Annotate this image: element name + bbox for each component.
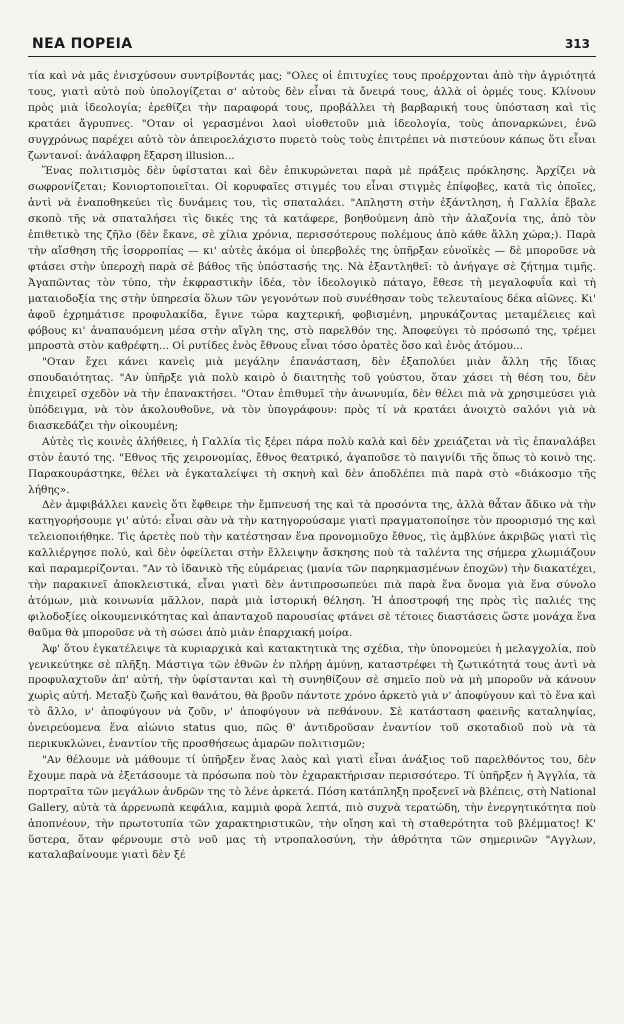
paragraph: "Αν θέλουμε νὰ μάθουμε τί ὑπῆρξεν ἕνας λαὸς καὶ γιατὶ εἶναι ἀνάξιος τοῦ παρελθόντος του, δὲν ἔχουμε παρὰ νὰ ἐξετάσουμε τὰ πρόσωπα ποὺ τὸν ἐχαρακτήρισαν περισσότερο. Τί ὑπῆρξεν ἡ Ἀγγλία, τὰ πορτραῖτα τῶν μεγάλων ἀνδρῶν της τὸ λένε ἀρκετά. Πόση κατάπληξη προξενεῖ νὰ βλέπεις, στὴ National Gallery, αὐτὰ τὰ ἀρρενωπὰ κεφάλια, καμμιὰ φορὰ λεπτά, πιὸ συχνὰ τερατώδη, τὴν ἐνεργητικότητα ποὺ ἀποπνέουν, τὴν πρωτοτυπία τῶν χαρακτηριστικῶν, τὴν οἴηση καὶ τὴ σταθερότητα τοῦ βλέμματος! Κ' ὕστερα, ὅταν φέρνουμε στὸ νοῦ μας τὴ ντροπαλοσύνη, τὴν ἀθρότητα τῶν σημερινῶν "Αγγλων, καταλαβαίνουμε γιατὶ δὲν ξέ [28,753,596,862]
article-body [28,69,596,864]
paragraph: Δὲν ἀμφιβάλλει κανεὶς ὅτι ἔφθειρε τὴν ἔμπνευσή της καὶ τὰ προσόντα της, ἀλλὰ θἆταν ἄδικο νὰ τὴν κατηγορήσουμε γι' αὐτό: εἶναι σὰν νὰ τὴν κατηγορούσαμε γιατὶ πραγματοποίησε τὸν προορισμό της καὶ τελειοποιήθηκε. Τὶς ἀρετὲς ποὺ τὴν κατέστησαν ἕνα προνομιοῦχο ἔθνος, τὶς ἀμβλύνε ἀκριβῶς γιατὶ τὶς καλλιέργησε πολύ, καὶ δὲν ὀφείλεται στὴν ἔλλειψην ἄσκησης ποὺ τὰ ταλέντα της σήμερα χλωμιάζουν καὶ παραμερίζονται. "Αν τὸ ἰδανικὸ τῆς εὐμάρειας (μανία τῶν παρηκμασμένων ἐποχῶν) τὴν διακατέχει, τὴν παρακινεῖ ἀποκλειστικά, εἶναι γιατὶ δὲν ἀντιπροσωπεύει πιὰ παρὰ ἕνα ὄνομα γιὰ ἕνα σύνολο ἀτόμων, μιὰ κοινωνία μᾶλλον, παρὰ μιὰ ἱστορική θέληση. Ἡ ἀποστροφή της πρὸς τὶς παλιές της φιλοδοξίες οἰκουμενικότητας καὶ ἀπανταχοῦ παρουσίας φτάνει σὲ τέτοιες διαστάσεις ὥστε μονάχα ἕνα θαῦμα θὰ μποροῦσε νὰ τὴ σώσει ἀπὸ μιὰν ἐπαρχιακή μοίρα. [28,499,596,639]
paragraph: "Οταν ἔχει κάνει κανεὶς μιὰ μεγάλην ἐπανάσταση, δὲν ἐξαπολύει μιὰν ἄλλη τῆς ἴδιας σπουδαιότητας. "Αν ὑπῆρξε γιὰ πολὺ καιρὸ ὁ διαιτητὴς τοῦ γούστου, ὅταν χάσει τὴ θέση του, δὲν ἐπιχειρεῖ σχεδὸν νὰ τὴν ἐπανακτήσει. "Οταν ἐπιθυμεῖ τὴν ἀνωνυμία, δὲν θέλει πιὰ νὰ χρησιμεύσει γιὰ ὑπόδειγμα, νὰ τὸν ἀκολουθοῦνε, νὰ τὸν ὑπογράφουν: πρὸς τί νὰ κρατάει ἀνοιχτὸ σαλόνι γιὰ νὰ διασκεδάζει τὴν οἰκουμένη; [28,356,596,432]
running-header [28,36,596,57]
page-number: 313 [564,37,590,51]
paragraph: τία καὶ νὰ μᾶς ἐνισχύσουν συντρίβοντάς μας; "Ολες οἱ ἐπιτυχίες τους προέρχονται ἀπὸ τὴν ἀγριότητά τους, γιατὶ αὐτὸ ποὺ ὑπολογίζεται σ' αὐτοὺς δὲν εἶναι τὰ ὄνειρά τους, ἀλλὰ οἱ ὁρμές τους. Κλίνουν πρὸς μιὰ ἰδεολογία; ἐρεθίζει τὴν παραφορά τους, προβάλλει τὴ βαρβαρική τους ὑπόσταση καὶ τὶς κρατάει ἄγρυπνες. "Οταν οἱ γερασμένοι λαοὶ υἱοθετοῦν μιὰ ἰδεολογία, τοὺς ἀποναρκώνει, ἐνῶ συγχρόνως παρέχει αὐτὸ τὸν ἀπειροελάχιστο πυρετὸ τοὺς τοὺς ἐπιτρέπει νὰ πιστεύουν κάπως ὅτι εἶναι ζωντανοί: ἀνάλαφρη ἔξαρση illusion... [28,70,596,162]
paragraph: Αὐτὲς τὶς κοινὲς ἀλήθειες, ἡ Γαλλία τὶς ξέρει πάρα πολὺ καλὰ καὶ δὲν χρειάζεται νὰ τὶς ἐπαναλάβει στὸν ἑαυτό της. "Εθνος τῆς χειρονομίας, ἔθνος θεατρικό, ἀγαποῦσε τὸ παιγνίδι τῆς ὅπως τὸ κοινὸ της. Παρακουράστηκε, θέλει νὰ ἐγκαταλείψει τὴ σκηνὴ καὶ δὲν ἀποδλέπει πιὰ παρὰ στὸ «διάκοσμο τῆς λήθης». [28,435,596,496]
paragraph: Ἀφ' ὅτου ἐγκατέλειψε τὰ κυριαρχικὰ καὶ κατακτητικὰ της σχέδια, τὴν ὑπονομεύει ἡ μελαγχολία, ποὺ γενικεύτηκε σὲ πλῆξη. Μάστιγα τῶν ἐθνῶν ἐν πλήρῃ ἀμύνῃ, καταστρέφει τὴ ζωτικότητά τους ἀντὶ νὰ προφυλαχτοῦν ἀπ' αὐτή, τὴν ὑφίστανται καὶ τὴ συνηθίζουν σὲ σημεῖο ποὺ νὰ μὴ μποροῦν νὰ κάνουν χωρὶς αὐτή. Μεταξὺ ζωῆς καὶ θανάτου, θὰ βροῦν πάντοτε χρόνο ἀρκετὸ γιὰ ν' ἀποφύγουν καὶ τὸ ἕνα καὶ τὸ ἄλλο, ν' ἀποφύγουν νὰ ζοῦν, ν' ἀποφύγουν νὰ πεθάνουν. Σὲ κατάσταση φαεινῆς καταληψίας, ὀνειρεύομενα ἕνα αἰώνιο status quo, πῶς θ' ἀντιδροῦσαν ἐναντίον τοῦ σκοταδιοῦ ποὺ νὰ τὰ περικυκλώνει, ἐναντίον τῆς προσθήσεως ἀμαρῶν πολιτισμῶν; [28,642,596,751]
journal-title: ΝΕΑ ΠΟΡΕΙΑ [32,36,133,52]
paragraph: Ἕνας πολιτισμὸς δὲν ὑφίσταται καὶ δὲν ἐπικυρώνεται παρὰ μὲ πράξεις πρόκλησης. Ἀρχίζει νὰ σωφρονίζεται; Κονιορτοποιεῖται. Οἱ κορυφαῖες στιγμές του εἶναι στιγμὲς ἐπίφοβες, κατὰ τὶς ὁποῖες, ἀντὶ νὰ ἐναποθηκεύει τὶς δυνάμεις του, τὶς σπαταλάει. "Απληστη στὴν ἐξάντληση, ἡ Γαλλία ἔβαλε σκοπὸ τῆς νὰ σπαταλήσει τὶς δικές της τὰ κατάφερε, βοηθούμενη ἀπὸ τὴν ἀλαζονία της, ἀπὸ τὸν ἐπιθετικὸ της ζῆλο (δὲν ἔκανε, σὲ χίλια χρόνια, περισσότερους πολέμους ἀπὸ κάθε ἄλλη χώρα;). Παρὰ τὴν αἴσθηση τῆς ἰσορροπίας — κι' αὐτὲς ἀκόμα οἱ ὑπερβολές της ὑπῆρξαν εὐνοϊκὲς — δὲ μποροῦσε νὰ φτάσει στὴν ὑπεροχὴ παρὰ σὲ βάθος τῆς ὑπόστασής της. Νὰ ἐξαντληθεῖ: τὸ ἀνήγαγε σὲ ζήτημα τιμῆς. Ἀγαπῶντας τὸν τύπο, τὴν ἐκφραστικὴν ἰδέα, τὸν ἰδεολογικὸ πάταγο, ἔθεσε τὴ μεγαλοφυΐα καὶ τὴ ματαιοδοξία της στὴν ὑπηρεσία ὅλων τῶν γεγονότων ποὺ συνέθησαν τοὺς τελευταίους δέκα αἰῶνες. Κι' ἀφοῦ ἐχρημάτισε προφυλακίδα, ἔγινε τώρα καχτερική, φοβισμένη, μηρυκάζοντας μεταμέλειες καὶ φόβους κι' ἀναπαυόμενη μέσα στὴν αἴγλη της, στὸ παρελθόν της. Ἀποφεύγει τὸ πρόσωπό της, τρέμει μπροστὰ στὸν καθρέφτη... Οἱ ρυτίδες ἑνὸς ἔθνους εἶναι τόσο ὁρατὲς ὅσο καὶ ἑνὸς ἀτόμου... [28,165,596,353]
